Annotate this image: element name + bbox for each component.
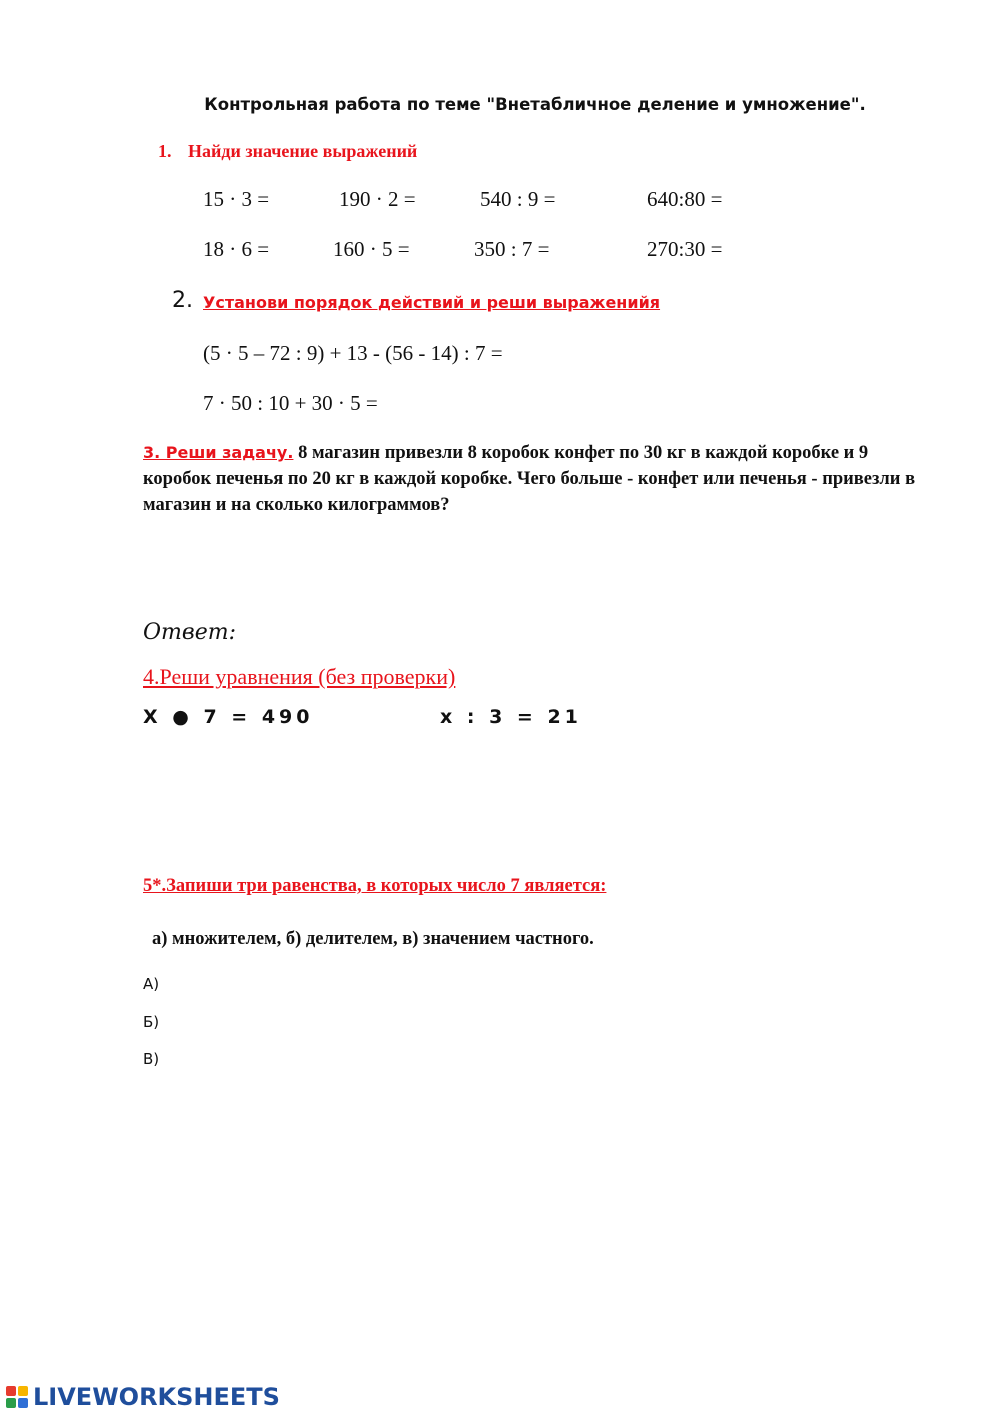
section2-number: 2. [172,288,193,313]
section5-heading: 5*.Запиши три равенства, в которых число 7 является: [143,876,607,896]
expression: 160 · 5 = [333,237,410,261]
expression: 350 : 7 = [474,237,550,261]
expression: (5 · 5 – 72 : 9) + 13 - (56 - 14) : 7 = [203,341,503,365]
section1-heading-text: Найди значение выражений [188,141,418,161]
equation: X ● 7 = 490 [143,706,314,728]
expression: 15 · 3 = [203,187,270,211]
section2-heading: Установи порядок действий и реши выраженийя [203,293,661,312]
section1-heading [158,141,417,162]
answer-option-c: В) [143,1050,160,1068]
logo-icon [6,1386,28,1408]
logo-text: LIVEWORKSHEETS [33,1383,280,1411]
word-problem-text: 8 магазин привезли 8 коробок конфет по 30 кг в каждой коробке и 9 коробок печенья по 20 кг в каждой коробке. Чего больше - конфет или печенья - привезли в магазин и на сколько килограммов? [143,443,916,515]
page-title: Контрольная работа по теме "Внетабличное деление и умножение". [204,95,866,114]
liveworksheets-logo [6,1380,280,1414]
section4-heading: 4.Реши уравнения (без проверки) [143,664,456,689]
word-problem [143,440,923,518]
section1-number: 1. [158,141,172,161]
answer-option-b: Б) [143,1013,160,1031]
answer-option-a: А) [143,975,160,993]
equation: x : 3 = 21 [440,706,582,728]
word-problem-label: 3. Реши задачу. [143,443,294,462]
answer-label: Ответ: [143,620,236,645]
expression: 640:80 = [647,187,723,211]
expression: 540 : 9 = [480,187,556,211]
expression: 270:30 = [647,237,723,261]
expression: 190 · 2 = [339,187,416,211]
expression: 7 · 50 : 10 + 30 · 5 = [203,391,378,415]
section5-subheading: а) множителем, б) делителем, в) значением частного. [152,929,594,949]
expression: 18 · 6 = [203,237,270,261]
